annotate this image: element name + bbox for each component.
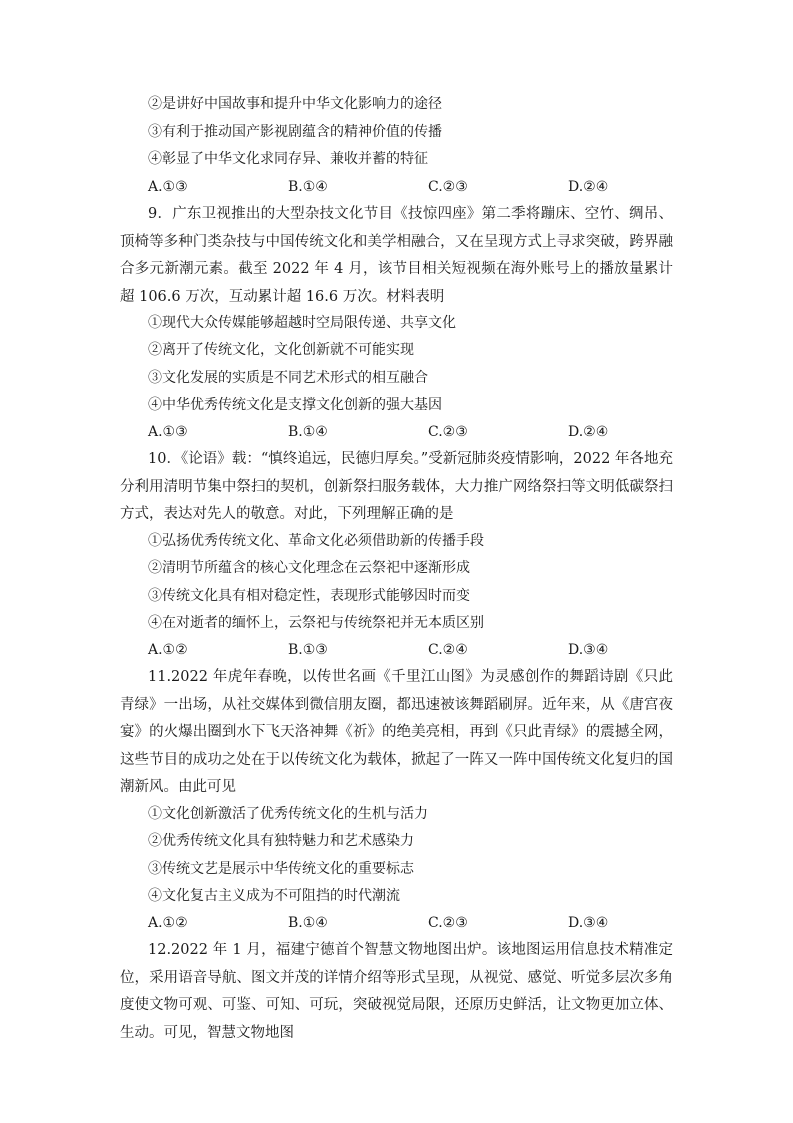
q11-statement-2: ②优秀传统文化具有独特魅力和艺术感染力 [148,833,414,849]
q12-stem [120,937,673,1047]
q9-statement-4: ④中华优秀传统文化是支撑文化创新的强大基因 [148,397,442,413]
q11-option-a: A.①② [148,915,188,931]
q8-option-b: B.①④ [288,179,328,195]
q8-option-d: D.②④ [568,179,609,195]
q11-options [148,913,668,933]
q8-statement-2: ②是讲好中国故事和提升中华文化影响力的途径 [148,96,442,112]
q9-option-a: A.①③ [148,424,188,440]
q10-options [148,640,668,660]
q10-statement-3: ③传统文化具有相对稳定性，表现形式能够因时而变 [148,588,470,604]
q9-option-b: B.①④ [288,424,328,440]
q10-option-d: D.③④ [568,642,609,658]
q9-statement-1: ①现代大众传媒能够超越时空局限传递、共享文化 [148,315,456,331]
q12-stem-text: 12.2022 年 1 月，福建宁德首个智慧文物地图出炉。该地图运用信息技术精准定位，采用语音导航、图文并茂的详情介绍等形式呈现，从视觉、感觉、听觉多层次多角度使文物可观、可鉴、可知、可玩，突破视觉局限，还原历史鲜活，让文物更加立体、生动。可见，智慧文物地图 [120,942,673,1041]
q8-option-a: A.①③ [148,179,188,195]
q9-statement-3: ③文化发展的实质是不同艺术形式的相互融合 [148,370,428,386]
q8-option-c: C.②③ [428,179,468,195]
q11-statement-3: ③传统文艺是展示中华传统文化的重要标志 [148,861,414,877]
q10-option-b: B.①③ [288,642,328,658]
q10-option-a: A.①② [148,642,188,658]
q11-option-b: B.①④ [288,915,328,931]
q9-option-d: D.②④ [568,424,609,440]
q11-statement-1: ①文化创新激活了优秀传统文化的生机与活力 [148,806,428,822]
q8-statement-4: ④彰显了中华文化求同存异、兼收并蓄的特征 [148,151,428,167]
q9-statement-2: ②离开了传统文化，文化创新就不可能实现 [148,342,414,358]
q11-statement-4: ④文化复古主义成为不可阻挡的时代潮流 [148,888,400,904]
q11-stem [120,664,673,802]
q8-statement-3: ③有利于推动国产影视剧蕴含的精神价值的传播 [148,124,442,140]
q11-option-c: C.②③ [428,915,468,931]
q11-stem-text: 11.2022 年虎年春晚，以传世名画《千里江山图》为灵感创作的舞蹈诗剧《只此青绿》一出场，从社交媒体到微信朋友圈，都迅速被该舞蹈刷屏。近年来，从《唐宫夜宴》的火爆出圈到水下飞天洛神舞《祈》的绝美亮相，再到《只此青绿》的震撼全网，这些节目的成功之处在于以传统文化为载体，掀起了一阵又一阵中国传统文化复归的国潮新风。由此可见 [120,669,673,796]
q10-statement-1: ①弘扬优秀传统文化、革命文化必须借助新的传播手段 [148,533,484,549]
q10-option-c: C.②④ [428,642,468,658]
q8-options [148,177,668,197]
q9-stem [120,201,673,311]
q10-stem [120,446,673,529]
q10-stem-text: 10．《论语》载：“慎终追远，民德归厚矣。”受新冠肺炎疫情影响，2022 年各地充分利用清明节集中祭扫的契机，创新祭扫服务载体，大力推广网络祭扫等文明低碳祭扫方式，表达对先人的敬意。对此，下列理解正确的是 [120,451,673,523]
q9-stem-text: 9．广东卫视推出的大型杂技文化节目《技惊四座》第二季将蹦床、空竹、绸吊、顶椅等多种门类杂技与中国传统文化和美学相融合，又在呈现方式上寻求突破，跨界融合多元新潮元素。截至 2022 年 4 月，该节目相关短视频在海外账号上的播放量累计超 106.6 万次，互动累计超 16.6 万次。材料表明 [120,206,673,305]
q11-option-d: D.③④ [568,915,609,931]
q10-statement-4: ④在对逝者的缅怀上，云祭祀与传统祭祀并无本质区别 [148,615,484,631]
q10-statement-2: ②清明节所蕴含的核心文化理念在云祭祀中逐渐形成 [148,560,470,576]
q9-option-c: C.②③ [428,424,468,440]
q9-options [148,422,668,442]
